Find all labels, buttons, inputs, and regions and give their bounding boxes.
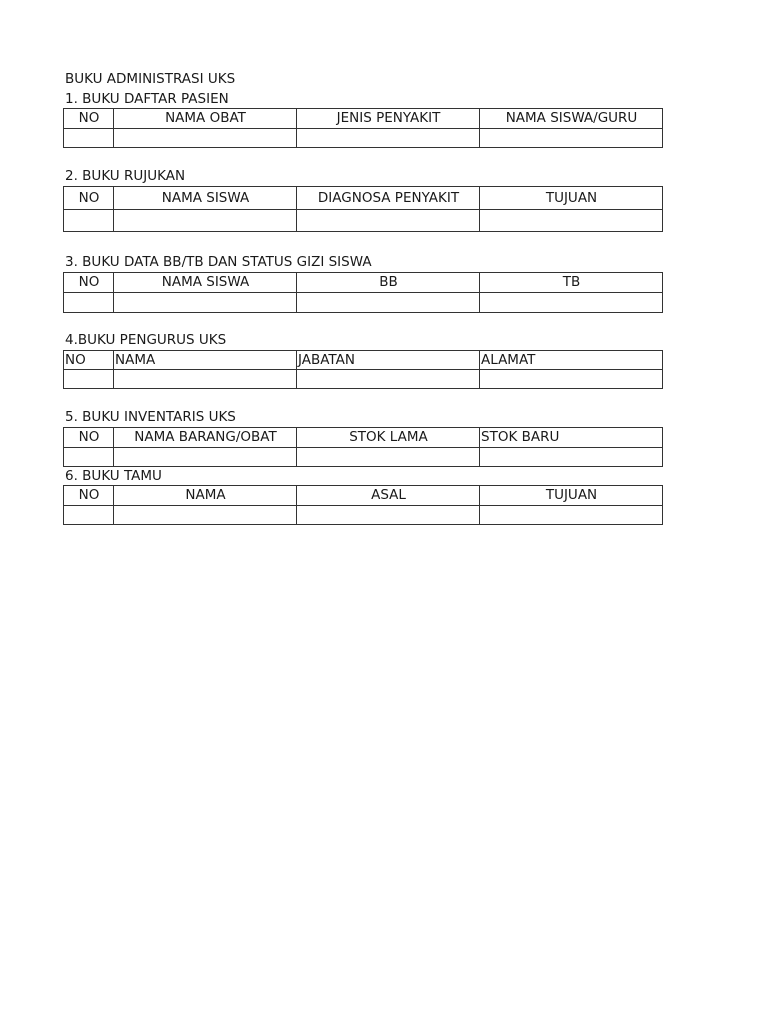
table-header-row: [64, 109, 663, 129]
table-cell: [297, 129, 480, 148]
column-header: JENIS PENYAKIT: [297, 109, 480, 129]
table-cell: [114, 293, 297, 313]
column-header: TUJUAN: [480, 486, 663, 506]
table-cell: [480, 293, 663, 313]
table-cell: [297, 210, 480, 232]
section-title-rujukan: 2. BUKU RUJUKAN: [65, 168, 186, 184]
table-header-row: [64, 428, 663, 448]
document-title: BUKU ADMINISTRASI UKS: [65, 71, 236, 87]
column-header: NAMA: [114, 486, 297, 506]
column-header: NO: [64, 428, 114, 448]
column-header: DIAGNOSA PENYAKIT: [297, 187, 480, 210]
table-header-row: [64, 273, 663, 293]
table-cell: [480, 448, 663, 467]
column-header: NO: [64, 486, 114, 506]
table-data-bb-tb: [63, 272, 663, 313]
table-row: [64, 448, 663, 467]
column-header: NAMA OBAT: [114, 109, 297, 129]
table-cell: [114, 370, 297, 389]
table-cell: [64, 293, 114, 313]
table-header-row: [64, 486, 663, 506]
table-cell: [480, 506, 663, 525]
table-row: [64, 506, 663, 525]
column-header: STOK BARU: [480, 428, 663, 448]
section-title-inventaris: 5. BUKU INVENTARIS UKS: [65, 409, 236, 425]
column-header: TB: [480, 273, 663, 293]
table-cell: [480, 210, 663, 232]
table-row: [64, 370, 663, 389]
column-header: ALAMAT: [480, 351, 663, 370]
column-header: NAMA: [114, 351, 297, 370]
table-cell: [64, 210, 114, 232]
column-header: NO: [64, 187, 114, 210]
table-cell: [114, 506, 297, 525]
section-title-daftar-pasien: 1. BUKU DAFTAR PASIEN: [65, 91, 229, 107]
table-cell: [64, 129, 114, 148]
table-cell: [114, 210, 297, 232]
table-header-row: [64, 351, 663, 370]
column-header: NO: [64, 351, 114, 370]
column-header: JABATAN: [297, 351, 480, 370]
table-cell: [64, 448, 114, 467]
column-header: NAMA BARANG/OBAT: [114, 428, 297, 448]
table-daftar-pasien: [63, 108, 663, 148]
table-rujukan: [63, 186, 663, 232]
table-row: [64, 293, 663, 313]
table-cell: [114, 448, 297, 467]
column-header: NO: [64, 273, 114, 293]
table-cell: [480, 370, 663, 389]
table-cell: [480, 129, 663, 148]
column-header: TUJUAN: [480, 187, 663, 210]
column-header: NAMA SISWA/GURU: [480, 109, 663, 129]
table-cell: [297, 506, 480, 525]
table-row: [64, 129, 663, 148]
column-header: ASAL: [297, 486, 480, 506]
section-title-pengurus: 4.BUKU PENGURUS UKS: [65, 332, 227, 348]
column-header: NAMA SISWA: [114, 273, 297, 293]
table-cell: [297, 370, 480, 389]
section-title-tamu: 6. BUKU TAMU: [65, 468, 162, 484]
table-tamu: [63, 485, 663, 525]
table-inventaris: [63, 427, 663, 467]
column-header: STOK LAMA: [297, 428, 480, 448]
table-cell: [64, 506, 114, 525]
section-title-data-bb-tb: 3. BUKU DATA BB/TB DAN STATUS GIZI SISWA: [65, 254, 372, 270]
table-header-row: [64, 187, 663, 210]
table-cell: [297, 293, 480, 313]
table-pengurus: [63, 350, 663, 389]
column-header: BB: [297, 273, 480, 293]
column-header: NAMA SISWA: [114, 187, 297, 210]
table-cell: [64, 370, 114, 389]
table-cell: [114, 129, 297, 148]
table-row: [64, 210, 663, 232]
table-cell: [297, 448, 480, 467]
column-header: NO: [64, 109, 114, 129]
